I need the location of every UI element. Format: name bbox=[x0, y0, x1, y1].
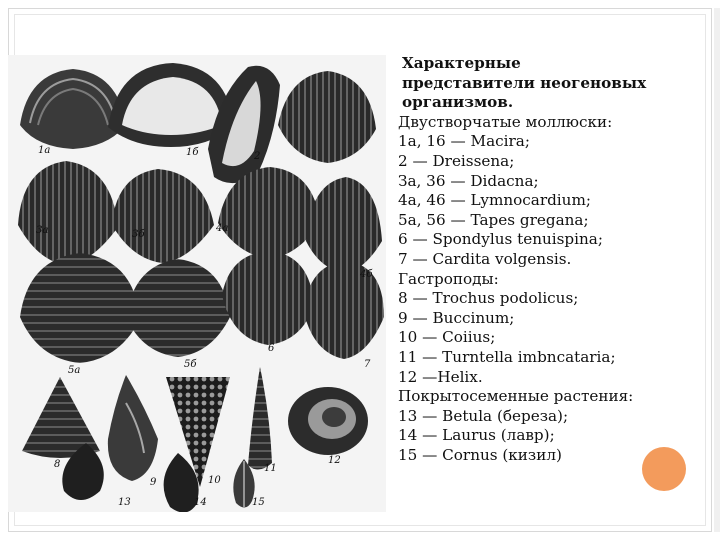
caption-line: 15 — Cornus (кизил) bbox=[398, 445, 562, 464]
shell-2-dreissena bbox=[208, 66, 280, 183]
shell-3a-didacna bbox=[18, 161, 118, 265]
caption-line: 14 — Laurus (лавр); bbox=[398, 426, 555, 445]
caption-line: 2 — Dreissena; bbox=[398, 151, 515, 170]
heading-line-1: Характерные bbox=[402, 54, 521, 72]
shell-5a-tapes bbox=[20, 253, 140, 363]
shell-3b-didacna bbox=[112, 169, 214, 263]
fig-label-5b: 5б bbox=[184, 359, 197, 370]
fig-label-2: 2 bbox=[254, 151, 261, 162]
caption-line: 10 — Coiius; bbox=[398, 328, 496, 347]
slide-edge-bar bbox=[714, 8, 720, 532]
fig-label-1b: 1б bbox=[186, 147, 199, 158]
fig-label-3a: 3а bbox=[36, 225, 49, 236]
shell-1a-macira bbox=[20, 69, 126, 149]
accent-circle bbox=[642, 447, 686, 491]
caption-heading bbox=[398, 54, 698, 113]
caption-line: 13 — Betula (береза); bbox=[398, 406, 569, 425]
caption-line-angiosperms: Покрытосеменные растения: bbox=[398, 387, 634, 406]
shell-5b-tapes bbox=[126, 259, 230, 357]
fig-label-1a: 1а bbox=[38, 145, 51, 156]
heading-line-2: представители неогеновых bbox=[402, 73, 647, 92]
shell-4-right bbox=[278, 71, 376, 163]
fig-label-4a: 4а bbox=[216, 223, 229, 234]
fig-label-4b: 4б bbox=[360, 269, 373, 280]
heading-line-3: организмов. bbox=[402, 93, 514, 112]
fig-label-6: 6 bbox=[268, 343, 275, 354]
fig-label-11: 11 bbox=[264, 463, 277, 474]
fig-label-8: 8 bbox=[54, 459, 61, 470]
caption-text bbox=[398, 54, 698, 465]
shell-6-spondylus bbox=[222, 251, 314, 345]
caption-line: 12 —Helix. bbox=[398, 367, 483, 386]
caption-line: 1а, 16 — Macira; bbox=[398, 132, 530, 151]
caption-line: 11 — Turntella imbncataria; bbox=[398, 347, 616, 366]
fig-label-13: 13 bbox=[118, 497, 131, 508]
shell-9-buccinum bbox=[108, 375, 158, 481]
caption-line: 6 — Spondylus tenuispina; bbox=[398, 230, 603, 249]
fig-label-10: 10 bbox=[208, 475, 221, 486]
fig-label-3b: 3б bbox=[132, 229, 145, 240]
fig-label-12: 12 bbox=[328, 455, 341, 466]
fig-label-7: 7 bbox=[364, 359, 371, 370]
fig-label-5a: 5а bbox=[68, 365, 81, 376]
caption-line: 4а, 46 — Lymnocardium; bbox=[398, 191, 591, 210]
fig-label-9: 9 bbox=[150, 477, 157, 488]
fig-label-15: 15 bbox=[252, 497, 265, 508]
caption-line: 7 — Cardita volgensis. bbox=[398, 249, 572, 268]
fossil-illustration bbox=[8, 55, 386, 512]
caption-line: 9 — Buccinum; bbox=[398, 308, 515, 327]
caption-line: 8 — Trochus podolicus; bbox=[398, 289, 579, 308]
caption-line: За, 36 — Didacna; bbox=[398, 171, 539, 190]
shell-4b-lymnocardium bbox=[306, 177, 382, 273]
shell-12-helix bbox=[288, 387, 368, 455]
caption-line-gastropods: Гастроподы: bbox=[398, 269, 499, 288]
caption-line: 5а, 56 — Tapes gregana; bbox=[398, 210, 589, 229]
fig-label-14: 14 bbox=[194, 497, 207, 508]
shell-11-turritella bbox=[248, 367, 272, 470]
caption-line-bivalves: Двустворчатые моллюски: bbox=[398, 112, 613, 131]
